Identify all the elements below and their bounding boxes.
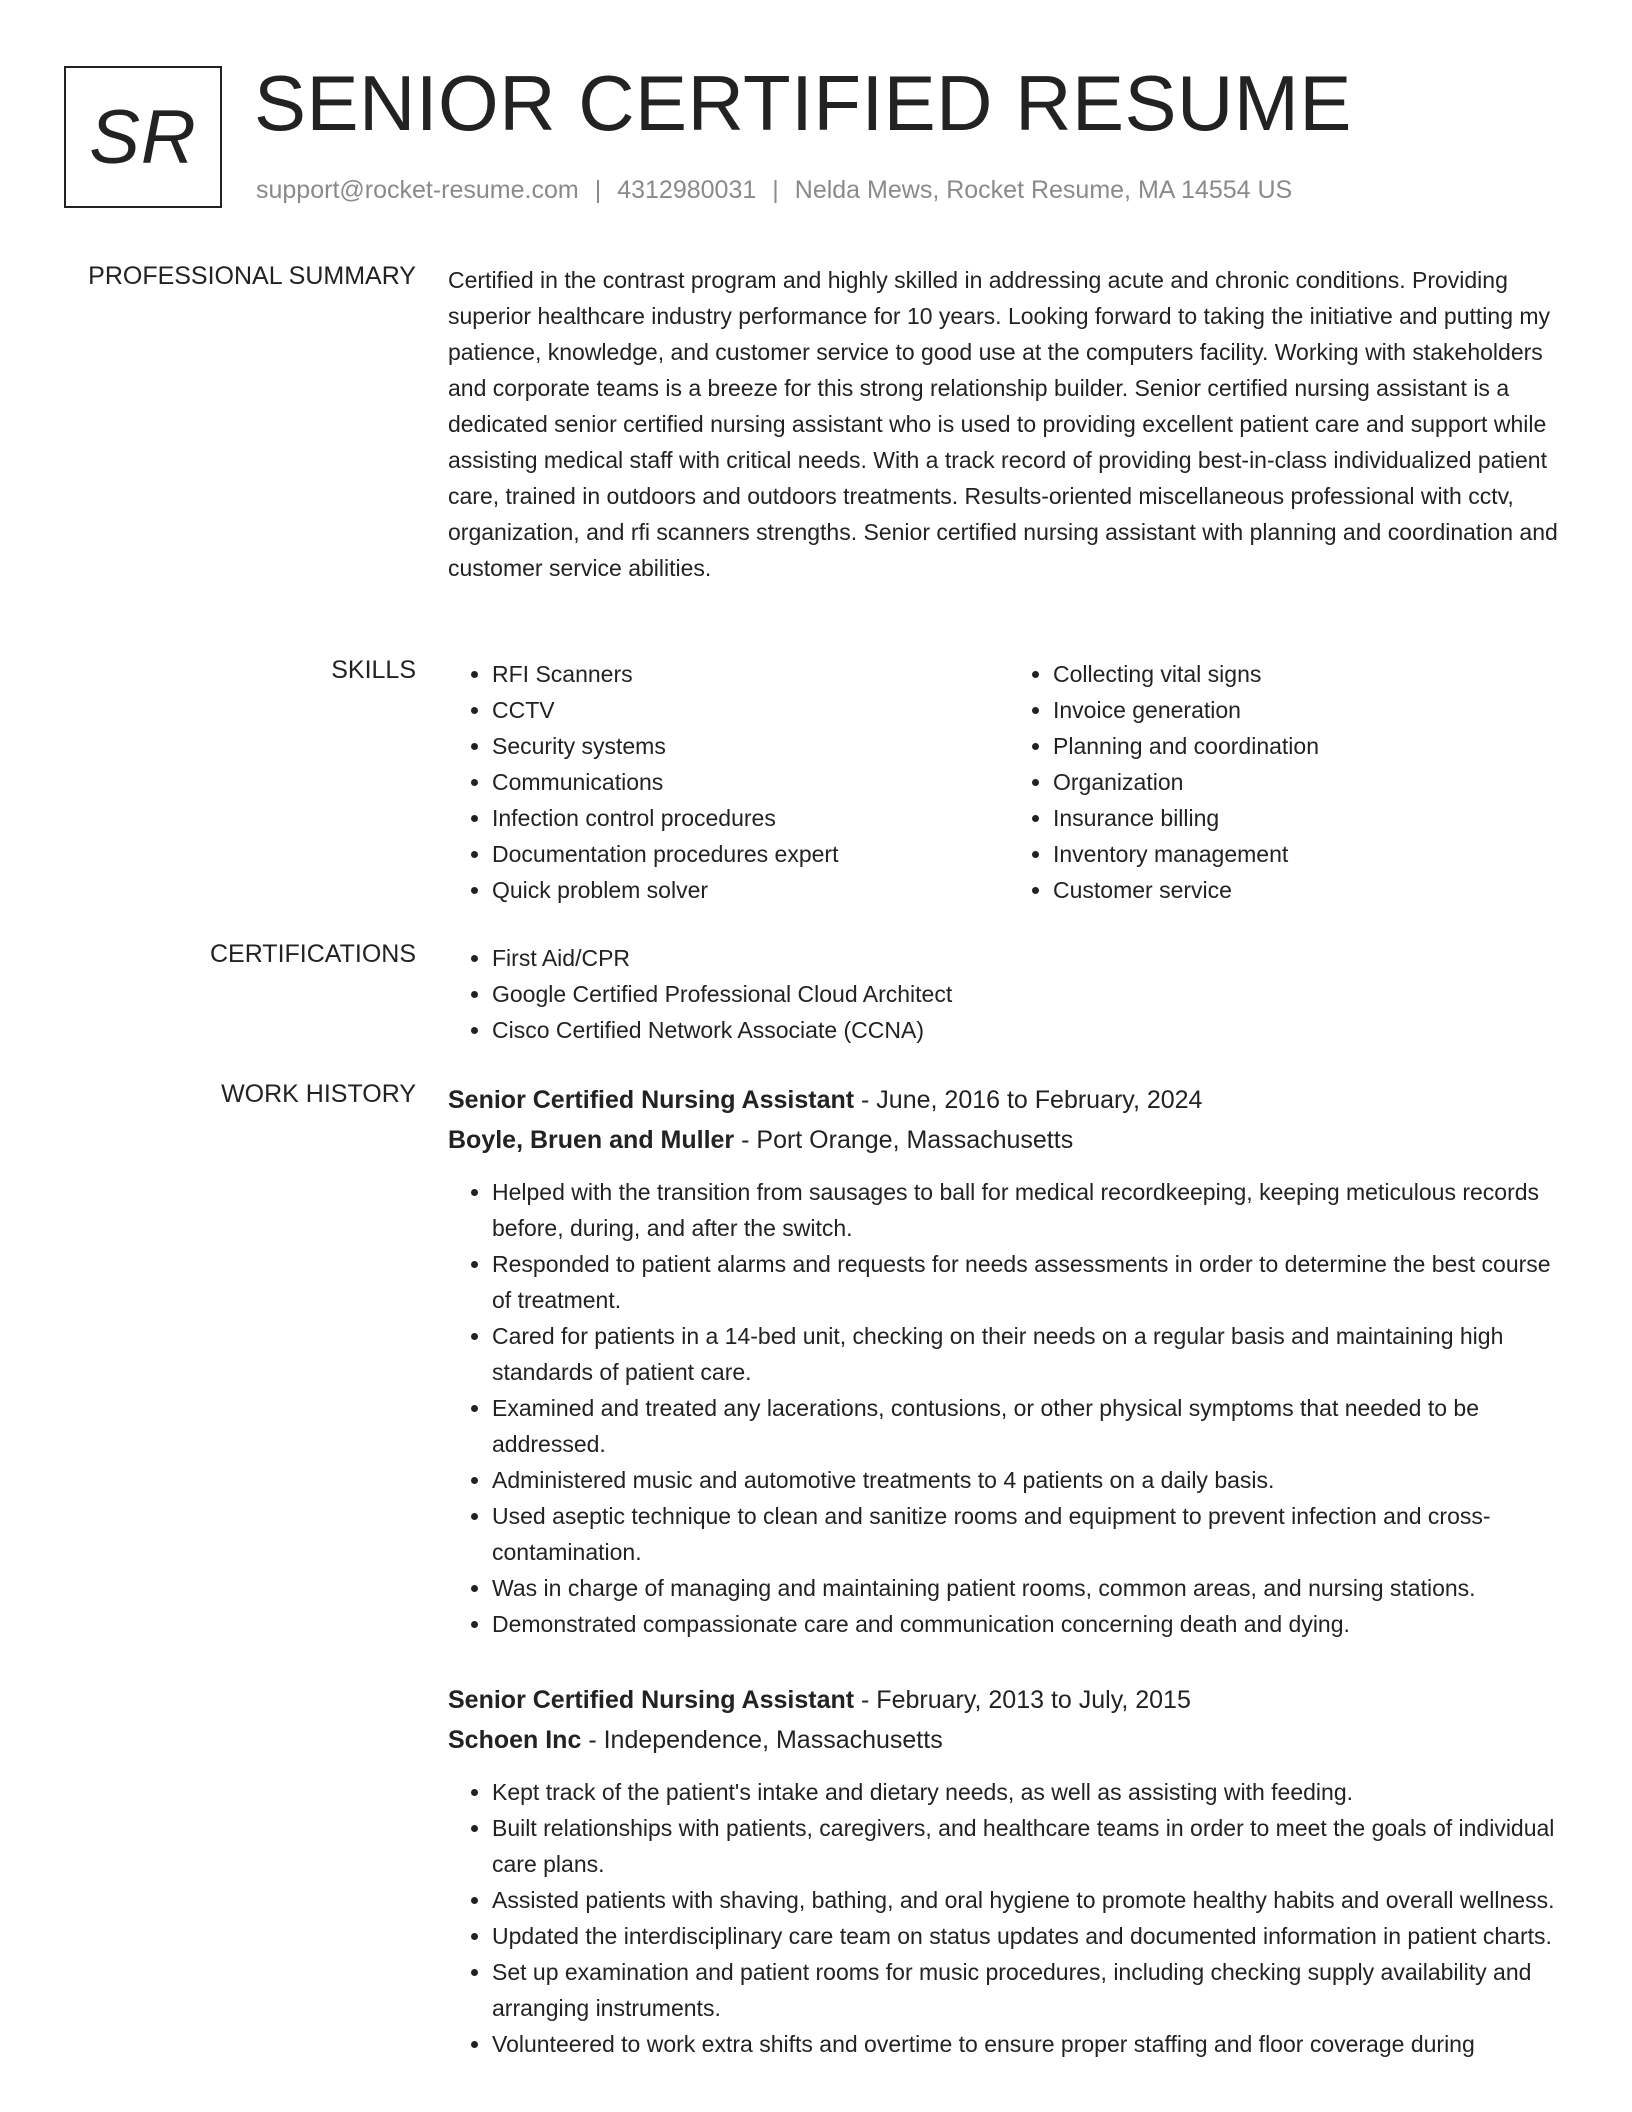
contact-line	[256, 176, 1292, 205]
job-bullet: • Administered music and automotive treatments to 4 patients on a daily basis.	[492, 1462, 1570, 1498]
section-body	[448, 1080, 1570, 2100]
skill-item: • Security systems	[492, 728, 1009, 764]
section-body	[448, 262, 1570, 586]
skill-item: • Infection control procedures	[492, 800, 1009, 836]
skill-item: • Organization	[1053, 764, 1570, 800]
job-bullet: • Built relationships with patients, caregivers, and healthcare teams in order to meet the goals of individual care plans.	[492, 1810, 1570, 1882]
job-bullet: • Helped with the transition from sausages to ball for medical recordkeeping, keeping meticulous records before, during, and after the switch.	[492, 1174, 1570, 1246]
skill-item: • Collecting vital signs	[1053, 656, 1570, 692]
skills-list-right	[1009, 656, 1570, 908]
job-bullet: • Cared for patients in a 14-bed unit, checking on their needs on a regular basis and maintaining high standards of patient care.	[492, 1318, 1570, 1390]
job-role: Senior Certified Nursing Assistant	[448, 1686, 855, 1714]
job-dates: - February, 2013 to July, 2015	[854, 1686, 1191, 1714]
job-bullet: • Examined and treated any lacerations, contusions, or other physical symptoms that needed to be addressed.	[492, 1390, 1570, 1462]
skill-item: • Documentation procedures expert	[492, 836, 1009, 872]
resume-name: SENIOR CERTIFIED RESUME	[254, 59, 1352, 147]
job-title-line	[448, 1680, 1570, 1720]
job-bullets	[448, 1174, 1570, 1642]
job-bullet: • Used aseptic technique to clean and sanitize rooms and equipment to prevent infection and cross-contamination.	[492, 1498, 1570, 1570]
job-bullet: • Responded to patient alarms and requests for needs assessments in order to determine the best course of treatment.	[492, 1246, 1570, 1318]
summary-text: Certified in the contrast program and highly skilled in addressing acute and chronic conditions. Providing superior healthcare industry performance for 10 years. Looking forward to taking the initiative and putting my patience, knowledge, and customer service to good use at the computers facility. Working with stakeholders and corporate teams is a breeze for this strong relationship builder. Senior certified nursing assistant is a dedicated senior certified nursing assistant who is used to providing excellent patient care and support while assisting medical staff with critical needs. With a track record of providing best-in-class individualized patient care, trained in outdoors and outdoors treatments. Results-oriented miscellaneous professional with cctv, organization, and rfi scanners strengths. Senior certified nursing assistant with planning and coordination and customer service abilities.	[448, 267, 1558, 581]
job-dates: - June, 2016 to February, 2024	[854, 1086, 1203, 1114]
job-title-line	[448, 1080, 1570, 1120]
skill-item: • Communications	[492, 764, 1009, 800]
job-company: Boyle, Bruen and Muller	[448, 1126, 735, 1154]
skill-item: • Insurance billing	[1053, 800, 1570, 836]
job-entry	[448, 1080, 1570, 1642]
job-company: Schoen Inc	[448, 1726, 582, 1754]
job-bullet: • Assisted patients with shaving, bathing, and oral hygiene to promote healthy habits and overall wellness.	[492, 1882, 1570, 1918]
section-title: CERTIFICATIONS	[209, 940, 416, 968]
skill-item: • Inventory management	[1053, 836, 1570, 872]
monogram: SR	[64, 66, 222, 208]
job-location: - Port Orange, Massachusetts	[734, 1126, 1074, 1154]
section-title: WORK HISTORY	[221, 1080, 416, 1108]
job-company-line	[448, 1720, 1570, 1760]
skill-item: • Planning and coordination	[1053, 728, 1570, 764]
job-bullets	[448, 1774, 1570, 2062]
skills-list-left	[448, 656, 1009, 908]
section-title: PROFESSIONAL SUMMARY	[88, 262, 416, 290]
skill-item: • Quick problem solver	[492, 872, 1009, 908]
section-title: SKILLS	[331, 656, 416, 684]
job-bullet: • Demonstrated compassionate care and communication concerning death and dying.	[492, 1606, 1570, 1642]
job-bullet: • Updated the interdisciplinary care team on status updates and documented information in patient charts.	[492, 1918, 1570, 1954]
skill-item: • RFI Scanners	[492, 656, 1009, 692]
job-bullet: • Kept track of the patient's intake and dietary needs, as well as assisting with feeding.	[492, 1774, 1570, 1810]
skill-item: • Invoice generation	[1053, 692, 1570, 728]
job-entry	[448, 1680, 1570, 2062]
job-company-line	[448, 1120, 1570, 1160]
skills-grid	[448, 656, 1570, 908]
certification-item: • Cisco Certified Network Associate (CCNA)	[492, 1012, 1570, 1048]
job-role: Senior Certified Nursing Assistant	[448, 1086, 855, 1114]
contact-email: support@rocket-resume.com	[256, 176, 579, 204]
job-bullet: • Volunteered to work extra shifts and overtime to ensure proper staffing and floor coverage during	[492, 2026, 1570, 2062]
job-bullet: • Was in charge of managing and maintaining patient rooms, common areas, and nursing stations.	[492, 1570, 1570, 1606]
skill-item: • Customer service	[1053, 872, 1570, 908]
contact-separator: |	[594, 176, 602, 204]
certifications-list	[448, 940, 1570, 1048]
job-location: - Independence, Massachusetts	[581, 1726, 943, 1754]
certification-item: • First Aid/CPR	[492, 940, 1570, 976]
contact-phone: 4312980031	[617, 176, 757, 204]
job-bullet: • Set up examination and patient rooms for music procedures, including checking supply availability and arranging instruments.	[492, 1954, 1570, 2026]
contact-separator: |	[772, 176, 779, 204]
skill-item: • CCTV	[492, 692, 1009, 728]
contact-address: Nelda Mews, Rocket Resume, MA 14554 US	[794, 176, 1293, 204]
certification-item: • Google Certified Professional Cloud Architect	[492, 976, 1570, 1012]
section-body	[448, 940, 1570, 1048]
